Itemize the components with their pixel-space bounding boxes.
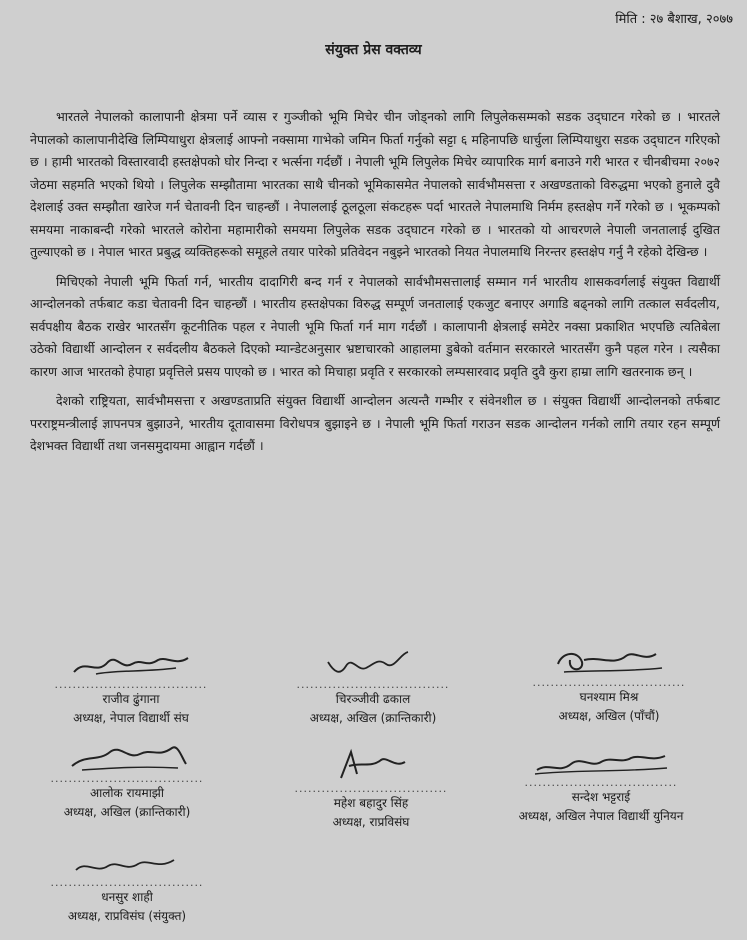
signatory-name: घनश्याम मिश्र <box>579 690 639 704</box>
signatory-role: अध्यक्ष, अखिल नेपाल विद्यार्थी युनियन <box>518 809 684 823</box>
signatory-role: अध्यक्ष, नेपाल विद्यार्थी संघ <box>73 711 189 725</box>
signatory-role: अध्यक्ष, राप्रविसंघ <box>332 815 410 829</box>
handwritten-signature <box>544 642 674 678</box>
signature-block-5 <box>256 748 486 832</box>
handwritten-signature <box>62 740 192 774</box>
date-line: मिति : २७ बैशाख, २०७७ <box>615 12 733 27</box>
signatory-role: अध्यक्ष, अखिल (क्रान्तिकारी) <box>63 805 191 819</box>
paragraph-1: भारतले नेपालको कालापानी क्षेत्रमा पर्ने व्यास र गुञ्जीको भूमि मिचेर चीन जोड्नको लागि लिपुलेकसम्मको सडक उद्‌घाटन गरेको छ । भारतले नेपालको कालापानीदेखि लिम्पियाधुरा क्षेत्रलाई आफ्नो नक्सामा गाभेको जमिन फिर्ता गर्नुको सट्टा ६ महिनापछि धार्चुला लिम्पियाधुरा सडक उद्‌घाटन गरिएको छ । हामी भारतको विस्तारवादी हस्तक्षेपको घोर निन्दा र भर्त्सना गर्दछौं । नेपाली भूमि लिपुलेक मिचेर व्यापारिक मार्ग बनाउने गरी भारत र चीनबीचमा २०७२ जेठमा सहमति भएको थियो । लिपुलेक सम्झौतामा भारतका साथै चीनको भूमिकासमेत नेपालको सार्वभौमसत्ता र अखण्डताको विरुद्धमा भएको हुनाले दुवै देशलाई उक्त सम्झौता खारेज गर्न चेतावनी दिन चाहन्छौं । नेपाललाई ठूलठूला संकटहरू पर्दा भारतले नेपालमाथि निर्मम हस्तक्षेप गर्ने गरेको छ । भूकम्पको समयमा नाकाबन्दी गरेको भारतले कोरोना महामारीको समयमा लिपुलेक सडक उद्‌घाटन गरेको छ । भारतको यो आचरणले नेपाली जनतालाई दुखित तुल्याएको छ । नेपाल भारत प्रबुद्ध व्यक्तिहरूको समूहले तयार पारेको प्रतिवेदन नबुझ्ने भारतको नियत नेपालमाथि निरन्तर हस्तक्षेप गर्नु नै रहेको देखिन्छ । <box>30 109 720 259</box>
signature-block-1 <box>16 648 246 728</box>
signature-line: .................................. <box>50 772 204 785</box>
signatory-name: चिरञ्जीवी ढकाल <box>335 692 411 706</box>
handwritten-signature <box>531 744 671 778</box>
signatory-name: धनसुर शाही <box>101 890 153 904</box>
signature-block-3 <box>494 642 724 726</box>
signatory-role: अध्यक्ष, अखिल (क्रान्तिकारी) <box>309 711 437 725</box>
signature-block-2 <box>258 648 488 728</box>
signature-block-6 <box>486 744 716 826</box>
handwritten-signature <box>308 648 438 680</box>
statement-body <box>30 106 720 465</box>
signatory-name: महेश बहादुर सिंह <box>333 796 409 810</box>
signature-line: .................................. <box>524 776 678 789</box>
signature-block-7 <box>12 850 242 926</box>
signature-line: .................................. <box>54 678 208 691</box>
signature-line: .................................. <box>296 678 450 691</box>
signature-line: .................................. <box>294 782 448 795</box>
signatory-name: सन्देश भट्टराई <box>571 790 631 804</box>
signatory-role: अध्यक्ष, राप्रविसंघ (संयुक्त) <box>67 909 187 923</box>
paragraph-2: मिचिएको नेपाली भूमि फिर्ता गर्न, भारतीय दादागिरी बन्द गर्न र नेपालको सार्वभौमसत्तालाई सम्मान गर्न भारतीय शासकवर्गलाई संयुक्त विद्यार्थी आन्दोलनको तर्फबाट कडा चेतावनी दिन चाहन्छौं । भारतीय हस्तक्षेपका विरुद्ध सम्पूर्ण जनतालाई एकजुट बनाएर अगाडि बढ्नको लागि तत्काल सर्वदलीय, सर्वपक्षीय बैठक राखेर भारतसँग कूटनीतिक पहल र नेपाली भूमि फिर्ता गर्न माग गर्दछौं । कालापानी क्षेत्रलाई समेटेर नक्सा प्रकाशित भएपछि त्यतिबेला उठेको विद्यार्थी आन्दोलन र सर्वदलीय बैठकले दिएको म्यान्डेटअनुसार भ्रष्टाचारको आहालमा डुबेको वर्तमान सरकारले भारतसँग कुनै पहल गरेन । त्यसैका कारण आज भारतको हेपाहा प्रवृत्तिले प्रसय पाएको छ । भारत को मिचाहा प्रवृति र सरकारको लम्पसारवाद प्रवृति दुवै कुरा हाम्रा लागि खतरनाक छन् । <box>30 273 720 379</box>
paragraph-3: देशको राष्ट्रियता, सार्वभौमसत्ता र अखण्डताप्रति संयुक्त विद्यार्थी आन्दोलन अत्यन्तै गम्भीर र संवेनशील छ । संयुक्त विद्यार्थी आन्दोलनको तर्फबाट परराष्ट्रमन्त्रीलाई ज्ञापनपत्र बुझाउने, भारतीय दूतावासमा विरोधपत्र बुझाइने छ । नेपाली भूमि फिर्ता गराउन सडक आन्दोलन गर्नको लागि तयार रहन सम्पूर्ण देशभक्त विद्यार्थी तथा जनसमुदायमा आह्वान गर्दछौं । <box>30 393 720 453</box>
handwritten-signature <box>66 648 196 680</box>
signature-block-4 <box>12 740 242 822</box>
handwritten-signature <box>62 850 192 878</box>
signatory-name: आलोक रायमाझी <box>90 786 164 800</box>
signatory-role: अध्यक्ष, अखिल (पाँचौं) <box>558 709 660 723</box>
signatory-name: राजीव ढुंगाना <box>102 692 160 706</box>
handwritten-signature <box>311 748 431 784</box>
signature-line: .................................. <box>50 876 204 889</box>
signature-line: .................................. <box>532 676 686 689</box>
document-title: संयुक्त प्रेस वक्तव्य <box>325 42 422 58</box>
